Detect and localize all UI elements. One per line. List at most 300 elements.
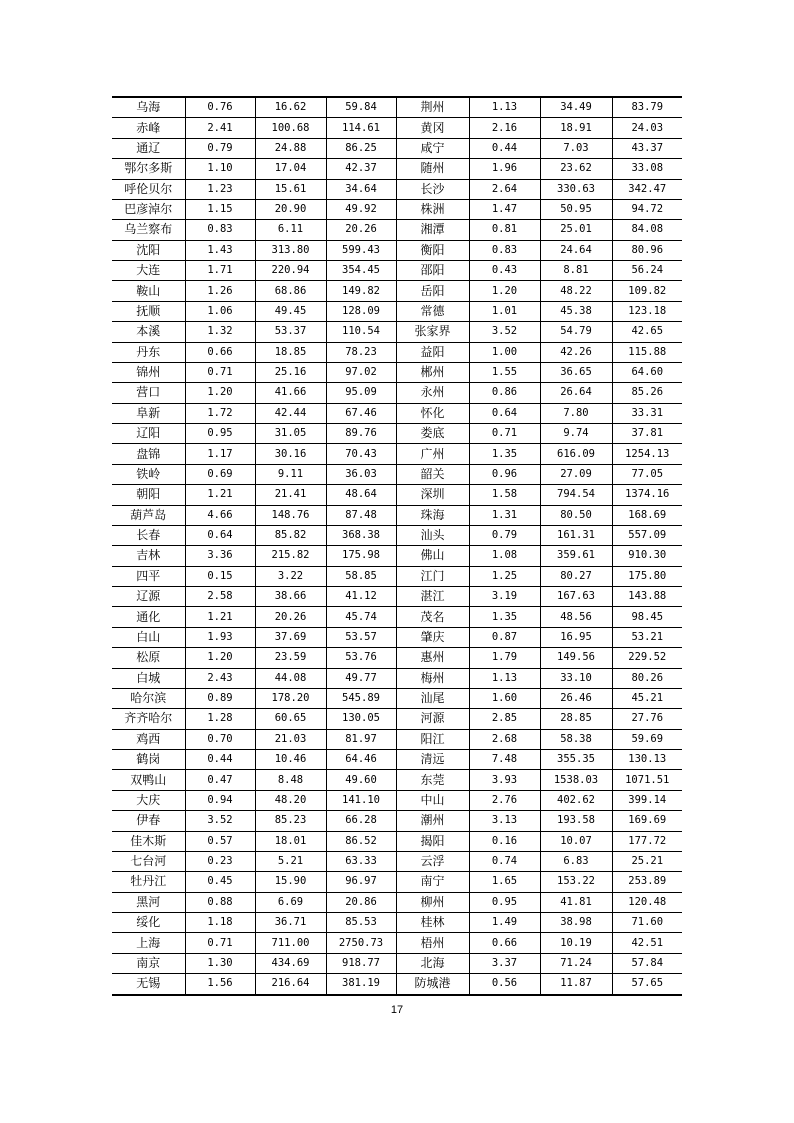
city-name-cell: 佛山 xyxy=(396,546,469,566)
value-cell: 1.23 xyxy=(185,179,255,199)
value-cell: 167.63 xyxy=(540,587,612,607)
city-name-cell: 常德 xyxy=(396,301,469,321)
value-cell: 175.80 xyxy=(612,566,682,586)
value-cell: 1.08 xyxy=(469,546,540,566)
value-cell: 3.37 xyxy=(469,953,540,973)
value-cell: 0.66 xyxy=(185,342,255,362)
value-cell: 64.60 xyxy=(612,362,682,382)
value-cell: 1.06 xyxy=(185,301,255,321)
value-cell: 48.56 xyxy=(540,607,612,627)
city-name-cell: 云浮 xyxy=(396,851,469,871)
value-cell: 3.93 xyxy=(469,770,540,790)
value-cell: 2.64 xyxy=(469,179,540,199)
city-name-cell: 白城 xyxy=(112,668,185,688)
value-cell: 95.09 xyxy=(326,383,396,403)
city-name-cell: 广州 xyxy=(396,444,469,464)
value-cell: 48.22 xyxy=(540,281,612,301)
city-name-cell: 吉林 xyxy=(112,546,185,566)
value-cell: 25.16 xyxy=(255,362,326,382)
value-cell: 1.31 xyxy=(469,505,540,525)
value-cell: 0.87 xyxy=(469,627,540,647)
value-cell: 16.95 xyxy=(540,627,612,647)
value-cell: 149.56 xyxy=(540,648,612,668)
value-cell: 84.08 xyxy=(612,220,682,240)
value-cell: 616.09 xyxy=(540,444,612,464)
city-name-cell: 无锡 xyxy=(112,974,185,995)
city-name-cell: 北海 xyxy=(396,953,469,973)
city-name-cell: 丹东 xyxy=(112,342,185,362)
table-row xyxy=(112,750,682,770)
city-name-cell: 本溪 xyxy=(112,322,185,342)
value-cell: 1.13 xyxy=(469,97,540,118)
value-cell: 38.98 xyxy=(540,913,612,933)
city-name-cell: 东莞 xyxy=(396,770,469,790)
value-cell: 49.60 xyxy=(326,770,396,790)
table-row xyxy=(112,342,682,362)
value-cell: 1.21 xyxy=(185,485,255,505)
table-row xyxy=(112,627,682,647)
value-cell: 85.23 xyxy=(255,811,326,831)
value-cell: 1.20 xyxy=(185,648,255,668)
value-cell: 1.01 xyxy=(469,301,540,321)
value-cell: 21.03 xyxy=(255,729,326,749)
value-cell: 123.18 xyxy=(612,301,682,321)
city-name-cell: 鸡西 xyxy=(112,729,185,749)
value-cell: 918.77 xyxy=(326,953,396,973)
value-cell: 0.64 xyxy=(185,525,255,545)
value-cell: 42.26 xyxy=(540,342,612,362)
value-cell: 1.55 xyxy=(469,362,540,382)
city-name-cell: 黑河 xyxy=(112,892,185,912)
value-cell: 24.88 xyxy=(255,138,326,158)
value-cell: 3.52 xyxy=(469,322,540,342)
value-cell: 25.21 xyxy=(612,851,682,871)
value-cell: 42.51 xyxy=(612,933,682,953)
city-name-cell: 中山 xyxy=(396,790,469,810)
value-cell: 59.84 xyxy=(326,97,396,118)
value-cell: 1.96 xyxy=(469,159,540,179)
value-cell: 26.46 xyxy=(540,688,612,708)
table-row xyxy=(112,974,682,995)
value-cell: 33.31 xyxy=(612,403,682,423)
table-body xyxy=(112,97,682,995)
value-cell: 64.46 xyxy=(326,750,396,770)
table-row xyxy=(112,892,682,912)
value-cell: 80.26 xyxy=(612,668,682,688)
value-cell: 20.26 xyxy=(255,607,326,627)
value-cell: 110.54 xyxy=(326,322,396,342)
value-cell: 0.23 xyxy=(185,851,255,871)
value-cell: 141.10 xyxy=(326,790,396,810)
value-cell: 0.94 xyxy=(185,790,255,810)
value-cell: 1.20 xyxy=(469,281,540,301)
value-cell: 1.21 xyxy=(185,607,255,627)
value-cell: 42.37 xyxy=(326,159,396,179)
table-row xyxy=(112,220,682,240)
value-cell: 1.35 xyxy=(469,444,540,464)
value-cell: 97.02 xyxy=(326,362,396,382)
table-row xyxy=(112,118,682,138)
value-cell: 15.61 xyxy=(255,179,326,199)
value-cell: 45.21 xyxy=(612,688,682,708)
value-cell: 86.52 xyxy=(326,831,396,851)
city-name-cell: 江门 xyxy=(396,566,469,586)
value-cell: 1.00 xyxy=(469,342,540,362)
value-cell: 399.14 xyxy=(612,790,682,810)
value-cell: 41.66 xyxy=(255,383,326,403)
value-cell: 0.83 xyxy=(469,240,540,260)
value-cell: 85.82 xyxy=(255,525,326,545)
city-name-cell: 佳木斯 xyxy=(112,831,185,851)
city-name-cell: 韶关 xyxy=(396,464,469,484)
value-cell: 60.65 xyxy=(255,709,326,729)
value-cell: 48.64 xyxy=(326,485,396,505)
city-name-cell: 邵阳 xyxy=(396,261,469,281)
city-name-cell: 绥化 xyxy=(112,913,185,933)
table-row xyxy=(112,383,682,403)
city-name-cell: 岳阳 xyxy=(396,281,469,301)
city-name-cell: 汕头 xyxy=(396,525,469,545)
value-cell: 130.05 xyxy=(326,709,396,729)
value-cell: 0.43 xyxy=(469,261,540,281)
value-cell: 193.58 xyxy=(540,811,612,831)
city-name-cell: 梧州 xyxy=(396,933,469,953)
value-cell: 68.86 xyxy=(255,281,326,301)
value-cell: 85.53 xyxy=(326,913,396,933)
city-name-cell: 盘锦 xyxy=(112,444,185,464)
table-row xyxy=(112,159,682,179)
city-name-cell: 通辽 xyxy=(112,138,185,158)
value-cell: 109.82 xyxy=(612,281,682,301)
value-cell: 1.13 xyxy=(469,668,540,688)
table-row xyxy=(112,362,682,382)
value-cell: 71.24 xyxy=(540,953,612,973)
value-cell: 58.38 xyxy=(540,729,612,749)
value-cell: 1.43 xyxy=(185,240,255,260)
city-name-cell: 朝阳 xyxy=(112,485,185,505)
value-cell: 15.90 xyxy=(255,872,326,892)
table-row xyxy=(112,831,682,851)
value-cell: 330.63 xyxy=(540,179,612,199)
value-cell: 216.64 xyxy=(255,974,326,995)
value-cell: 66.28 xyxy=(326,811,396,831)
table-row xyxy=(112,199,682,219)
value-cell: 0.69 xyxy=(185,464,255,484)
city-name-cell: 辽阳 xyxy=(112,424,185,444)
value-cell: 313.80 xyxy=(255,240,326,260)
value-cell: 253.89 xyxy=(612,872,682,892)
value-cell: 1.65 xyxy=(469,872,540,892)
table-row xyxy=(112,138,682,158)
value-cell: 1.93 xyxy=(185,627,255,647)
value-cell: 143.88 xyxy=(612,587,682,607)
value-cell: 229.52 xyxy=(612,648,682,668)
city-name-cell: 抚顺 xyxy=(112,301,185,321)
value-cell: 1.60 xyxy=(469,688,540,708)
city-name-cell: 湛江 xyxy=(396,587,469,607)
city-name-cell: 葫芦岛 xyxy=(112,505,185,525)
table-row xyxy=(112,913,682,933)
value-cell: 1.71 xyxy=(185,261,255,281)
value-cell: 44.08 xyxy=(255,668,326,688)
city-name-cell: 肇庆 xyxy=(396,627,469,647)
value-cell: 120.48 xyxy=(612,892,682,912)
value-cell: 7.80 xyxy=(540,403,612,423)
value-cell: 220.94 xyxy=(255,261,326,281)
value-cell: 42.44 xyxy=(255,403,326,423)
city-name-cell: 揭阳 xyxy=(396,831,469,851)
value-cell: 57.65 xyxy=(612,974,682,995)
value-cell: 0.44 xyxy=(469,138,540,158)
value-cell: 16.62 xyxy=(255,97,326,118)
value-cell: 71.60 xyxy=(612,913,682,933)
value-cell: 4.66 xyxy=(185,505,255,525)
value-cell: 6.69 xyxy=(255,892,326,912)
value-cell: 53.21 xyxy=(612,627,682,647)
value-cell: 0.45 xyxy=(185,872,255,892)
value-cell: 0.15 xyxy=(185,566,255,586)
value-cell: 711.00 xyxy=(255,933,326,953)
city-name-cell: 长春 xyxy=(112,525,185,545)
value-cell: 23.62 xyxy=(540,159,612,179)
value-cell: 10.07 xyxy=(540,831,612,851)
city-name-cell: 湘潭 xyxy=(396,220,469,240)
value-cell: 49.77 xyxy=(326,668,396,688)
value-cell: 1.32 xyxy=(185,322,255,342)
value-cell: 53.76 xyxy=(326,648,396,668)
value-cell: 2750.73 xyxy=(326,933,396,953)
city-name-cell: 惠州 xyxy=(396,648,469,668)
table-row xyxy=(112,933,682,953)
value-cell: 355.35 xyxy=(540,750,612,770)
value-cell: 0.64 xyxy=(469,403,540,423)
city-name-cell: 七台河 xyxy=(112,851,185,871)
city-name-cell: 娄底 xyxy=(396,424,469,444)
value-cell: 41.12 xyxy=(326,587,396,607)
value-cell: 87.48 xyxy=(326,505,396,525)
value-cell: 1374.16 xyxy=(612,485,682,505)
value-cell: 115.88 xyxy=(612,342,682,362)
table-row xyxy=(112,872,682,892)
value-cell: 0.57 xyxy=(185,831,255,851)
value-cell: 94.72 xyxy=(612,199,682,219)
city-name-cell: 通化 xyxy=(112,607,185,627)
value-cell: 8.81 xyxy=(540,261,612,281)
value-cell: 169.69 xyxy=(612,811,682,831)
city-name-cell: 大庆 xyxy=(112,790,185,810)
value-cell: 0.66 xyxy=(469,933,540,953)
value-cell: 9.74 xyxy=(540,424,612,444)
value-cell: 149.82 xyxy=(326,281,396,301)
value-cell: 8.48 xyxy=(255,770,326,790)
value-cell: 20.90 xyxy=(255,199,326,219)
value-cell: 1.17 xyxy=(185,444,255,464)
value-cell: 1.30 xyxy=(185,953,255,973)
table-row xyxy=(112,729,682,749)
value-cell: 1.26 xyxy=(185,281,255,301)
value-cell: 148.76 xyxy=(255,505,326,525)
city-name-cell: 柳州 xyxy=(396,892,469,912)
city-name-cell: 乌海 xyxy=(112,97,185,118)
value-cell: 2.16 xyxy=(469,118,540,138)
city-name-cell: 长沙 xyxy=(396,179,469,199)
value-cell: 21.41 xyxy=(255,485,326,505)
value-cell: 45.38 xyxy=(540,301,612,321)
city-name-cell: 大连 xyxy=(112,261,185,281)
value-cell: 24.64 xyxy=(540,240,612,260)
value-cell: 18.85 xyxy=(255,342,326,362)
value-cell: 80.96 xyxy=(612,240,682,260)
value-cell: 0.76 xyxy=(185,97,255,118)
value-cell: 434.69 xyxy=(255,953,326,973)
value-cell: 41.81 xyxy=(540,892,612,912)
value-cell: 1.79 xyxy=(469,648,540,668)
city-name-cell: 永州 xyxy=(396,383,469,403)
table-row xyxy=(112,709,682,729)
value-cell: 3.22 xyxy=(255,566,326,586)
value-cell: 1.15 xyxy=(185,199,255,219)
city-name-cell: 张家界 xyxy=(396,322,469,342)
city-name-cell: 桂林 xyxy=(396,913,469,933)
value-cell: 54.79 xyxy=(540,322,612,342)
value-cell: 53.57 xyxy=(326,627,396,647)
table-row xyxy=(112,648,682,668)
value-cell: 1071.51 xyxy=(612,770,682,790)
value-cell: 114.61 xyxy=(326,118,396,138)
value-cell: 1.10 xyxy=(185,159,255,179)
table-row xyxy=(112,790,682,810)
value-cell: 33.08 xyxy=(612,159,682,179)
city-name-cell: 锦州 xyxy=(112,362,185,382)
value-cell: 48.20 xyxy=(255,790,326,810)
value-cell: 557.09 xyxy=(612,525,682,545)
city-name-cell: 汕尾 xyxy=(396,688,469,708)
value-cell: 45.74 xyxy=(326,607,396,627)
city-name-cell: 潮州 xyxy=(396,811,469,831)
value-cell: 1.49 xyxy=(469,913,540,933)
value-cell: 33.10 xyxy=(540,668,612,688)
city-name-cell: 南宁 xyxy=(396,872,469,892)
value-cell: 1.18 xyxy=(185,913,255,933)
value-cell: 794.54 xyxy=(540,485,612,505)
value-cell: 3.19 xyxy=(469,587,540,607)
value-cell: 11.87 xyxy=(540,974,612,995)
value-cell: 86.25 xyxy=(326,138,396,158)
table-row xyxy=(112,607,682,627)
value-cell: 70.43 xyxy=(326,444,396,464)
value-cell: 178.20 xyxy=(255,688,326,708)
city-name-cell: 荆州 xyxy=(396,97,469,118)
value-cell: 0.83 xyxy=(185,220,255,240)
table-row xyxy=(112,403,682,423)
value-cell: 18.91 xyxy=(540,118,612,138)
table-row xyxy=(112,464,682,484)
city-name-cell: 上海 xyxy=(112,933,185,953)
table-row xyxy=(112,770,682,790)
value-cell: 0.74 xyxy=(469,851,540,871)
value-cell: 80.50 xyxy=(540,505,612,525)
value-cell: 0.71 xyxy=(185,362,255,382)
value-cell: 402.62 xyxy=(540,790,612,810)
value-cell: 1.25 xyxy=(469,566,540,586)
city-name-cell: 株洲 xyxy=(396,199,469,219)
city-name-cell: 阳江 xyxy=(396,729,469,749)
city-name-cell: 鞍山 xyxy=(112,281,185,301)
value-cell: 17.04 xyxy=(255,159,326,179)
value-cell: 1.56 xyxy=(185,974,255,995)
value-cell: 89.76 xyxy=(326,424,396,444)
city-name-cell: 防城港 xyxy=(396,974,469,995)
value-cell: 2.76 xyxy=(469,790,540,810)
value-cell: 5.21 xyxy=(255,851,326,871)
table-row xyxy=(112,546,682,566)
value-cell: 130.13 xyxy=(612,750,682,770)
value-cell: 0.47 xyxy=(185,770,255,790)
value-cell: 1254.13 xyxy=(612,444,682,464)
city-name-cell: 伊春 xyxy=(112,811,185,831)
value-cell: 7.48 xyxy=(469,750,540,770)
value-cell: 26.64 xyxy=(540,383,612,403)
value-cell: 37.81 xyxy=(612,424,682,444)
value-cell: 78.23 xyxy=(326,342,396,362)
value-cell: 37.69 xyxy=(255,627,326,647)
table-row xyxy=(112,281,682,301)
city-name-cell: 巴彦淖尔 xyxy=(112,199,185,219)
value-cell: 36.65 xyxy=(540,362,612,382)
value-cell: 177.72 xyxy=(612,831,682,851)
value-cell: 359.61 xyxy=(540,546,612,566)
table-row xyxy=(112,668,682,688)
value-cell: 168.69 xyxy=(612,505,682,525)
value-cell: 67.46 xyxy=(326,403,396,423)
value-cell: 2.41 xyxy=(185,118,255,138)
value-cell: 49.92 xyxy=(326,199,396,219)
table-row xyxy=(112,851,682,871)
value-cell: 24.03 xyxy=(612,118,682,138)
value-cell: 83.79 xyxy=(612,97,682,118)
value-cell: 36.71 xyxy=(255,913,326,933)
value-cell: 0.89 xyxy=(185,688,255,708)
value-cell: 3.36 xyxy=(185,546,255,566)
city-name-cell: 衡阳 xyxy=(396,240,469,260)
value-cell: 27.09 xyxy=(540,464,612,484)
city-name-cell: 辽源 xyxy=(112,587,185,607)
city-name-cell: 鄂尔多斯 xyxy=(112,159,185,179)
table-row xyxy=(112,301,682,321)
city-name-cell: 乌兰察布 xyxy=(112,220,185,240)
value-cell: 2.43 xyxy=(185,668,255,688)
value-cell: 56.24 xyxy=(612,261,682,281)
table-row xyxy=(112,811,682,831)
city-name-cell: 咸宁 xyxy=(396,138,469,158)
value-cell: 161.31 xyxy=(540,525,612,545)
value-cell: 1538.03 xyxy=(540,770,612,790)
value-cell: 20.86 xyxy=(326,892,396,912)
value-cell: 368.38 xyxy=(326,525,396,545)
city-name-cell: 铁岭 xyxy=(112,464,185,484)
value-cell: 175.98 xyxy=(326,546,396,566)
city-name-cell: 梅州 xyxy=(396,668,469,688)
value-cell: 0.95 xyxy=(469,892,540,912)
value-cell: 34.64 xyxy=(326,179,396,199)
value-cell: 43.37 xyxy=(612,138,682,158)
value-cell: 18.01 xyxy=(255,831,326,851)
value-cell: 0.16 xyxy=(469,831,540,851)
value-cell: 2.85 xyxy=(469,709,540,729)
value-cell: 20.26 xyxy=(326,220,396,240)
value-cell: 0.70 xyxy=(185,729,255,749)
value-cell: 28.85 xyxy=(540,709,612,729)
